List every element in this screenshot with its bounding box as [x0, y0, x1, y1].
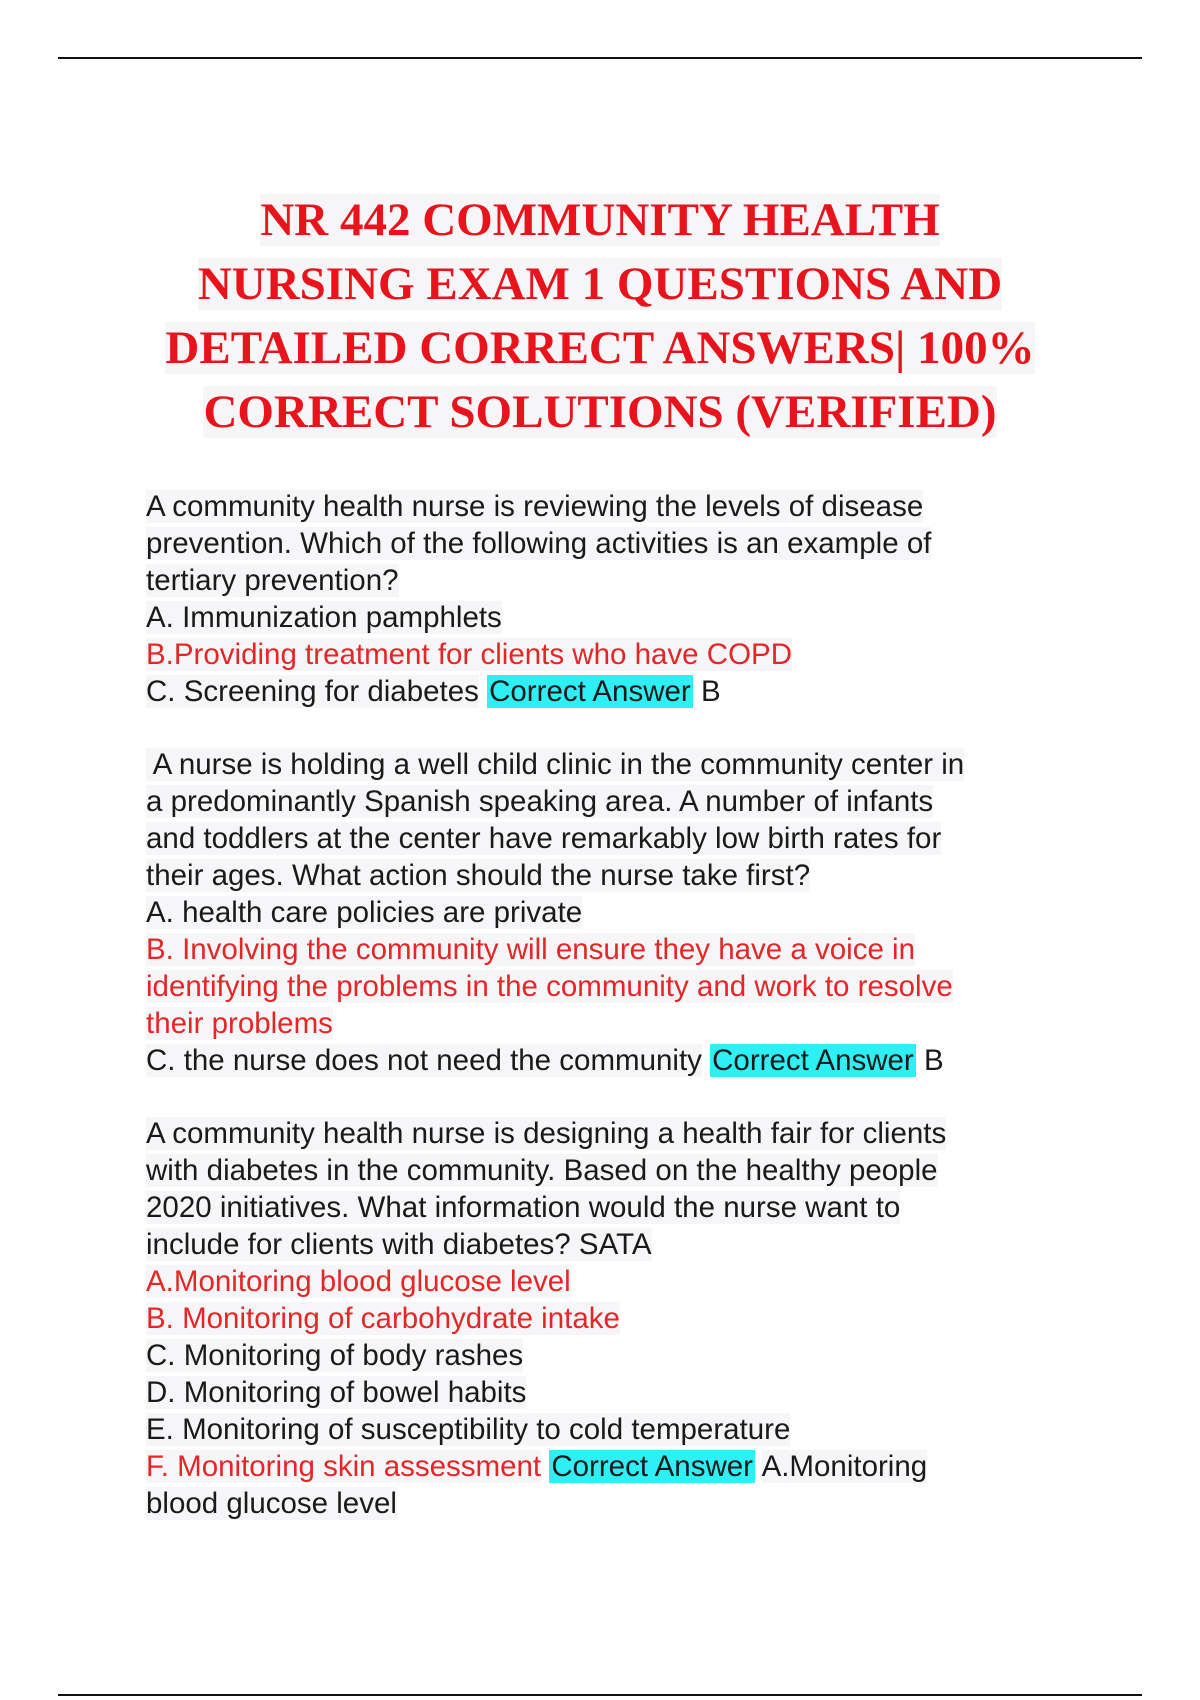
question-stem-line: include for clients with diabetes? SATA	[146, 1228, 652, 1261]
question-stem-line: a predominantly Spanish speaking area. A number of infants	[146, 785, 934, 818]
question-2	[146, 746, 1066, 1079]
question-3	[146, 1115, 1066, 1522]
title-line-1: NR 442 COMMUNITY HEALTH	[260, 194, 940, 246]
option-f-correct: F. Monitoring skin assessment	[146, 1450, 542, 1483]
title-line-4: CORRECT SOLUTIONS (VERIFIED)	[203, 386, 997, 438]
option-a-correct: A.Monitoring blood glucose level	[146, 1265, 571, 1298]
questions-list	[146, 488, 1066, 1558]
top-rule	[58, 57, 1142, 59]
option-c: C. Monitoring of body rashes	[146, 1339, 524, 1372]
correct-answer-label: Correct Answer	[712, 1044, 914, 1077]
option-d: D. Monitoring of bowel habits	[146, 1376, 527, 1409]
correct-answer-label: Correct Answer	[489, 675, 691, 708]
question-stem-line: their ages. What action should the nurse take first?	[146, 859, 811, 892]
answer-value-cont: blood glucose level	[146, 1487, 397, 1520]
question-1	[146, 488, 1066, 710]
option-e: E. Monitoring of susceptibility to cold temperature	[146, 1413, 791, 1446]
option-f-with-answer	[146, 1448, 1066, 1485]
option-b-correct: B. Monitoring of carbohydrate intake	[146, 1302, 620, 1335]
title-line-2: NURSING EXAM 1 QUESTIONS AND	[197, 258, 1003, 310]
answer-value: A.Monitoring	[761, 1450, 928, 1483]
question-stem-line: A community health nurse is reviewing the levels of disease	[146, 490, 924, 523]
question-stem-line: 2020 initiatives. What information would the nurse want to	[146, 1191, 901, 1224]
question-stem-line: tertiary prevention?	[146, 564, 399, 597]
correct-answer-label: Correct Answer	[551, 1450, 753, 1483]
title-line-3: DETAILED CORRECT ANSWERS| 100%	[165, 322, 1035, 374]
answer-value: B	[700, 675, 721, 708]
option-c-with-answer: C. Screening for diabetes Correct Answer B	[146, 675, 721, 708]
question-stem-line: and toddlers at the center have remarkably low birth rates for	[146, 822, 942, 855]
bottom-rule	[58, 1694, 1142, 1696]
question-stem-line: A community health nurse is designing a health fair for clients	[146, 1117, 947, 1150]
question-stem-line: prevention. Which of the following activities is an example of	[146, 527, 932, 560]
question-stem-line: A nurse is holding a well child clinic in the community center in	[146, 748, 965, 781]
option-b-correct-cont: identifying the problems in the community and work to resolve	[146, 970, 953, 1003]
option-b-correct: B.Providing treatment for clients who have COPD	[146, 638, 793, 671]
answer-value: B	[923, 1044, 944, 1077]
question-stem-line: with diabetes in the community. Based on the healthy people	[146, 1154, 938, 1187]
document-title	[60, 188, 1140, 444]
option-a: A. Immunization pamphlets	[146, 601, 502, 634]
option-a: A. health care policies are private	[146, 896, 583, 929]
option-c-with-answer: C. the nurse does not need the community Correct Answer B	[146, 1044, 944, 1077]
option-b-correct: B. Involving the community will ensure they have a voice in	[146, 933, 916, 966]
option-b-correct-cont: their problems	[146, 1007, 333, 1040]
